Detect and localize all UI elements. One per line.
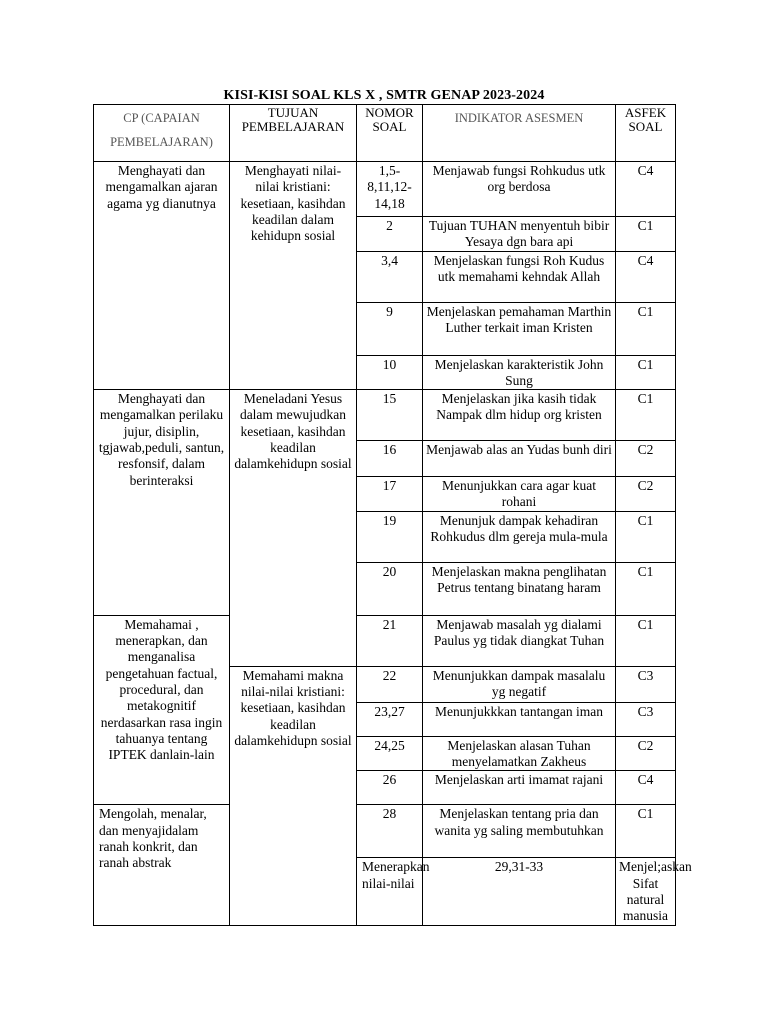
- header-indikator: INDIKATOR ASESMEN: [423, 105, 616, 162]
- tujuan-cell: Menerapkan nilai-nilai: [357, 858, 423, 925]
- indikator-cell: Menunjuk dampak kehadiran Rohkudus dlm gereja mula-mula: [423, 511, 616, 562]
- nomor-cell: 3,4: [357, 251, 423, 302]
- header-cp: CP (CAPAIAN PEMBELAJARAN): [94, 105, 230, 162]
- asfek-cell: C2: [616, 441, 676, 477]
- table-row: [94, 162, 676, 217]
- indikator-cell: Menunjukkan cara agar kuat rohani: [423, 477, 616, 512]
- asfek-cell: C1: [616, 390, 676, 441]
- nomor-cell: 17: [357, 477, 423, 512]
- asfek-cell: C1: [616, 511, 676, 562]
- header-asfek: ASFEK SOAL: [616, 105, 676, 162]
- cp-cell: Mengolah, menalar, dan menyajidalam ranah konkrit, dan ranah abstrak: [94, 805, 230, 925]
- table-row: [94, 805, 676, 858]
- nomor-cell: 21: [357, 615, 423, 666]
- table-row: [94, 615, 676, 666]
- indikator-cell: Menjelaskan karakteristik John Sung: [423, 355, 616, 390]
- indikator-cell: Menjelaskan fungsi Roh Kudus utk memahami kehndak Allah: [423, 251, 616, 302]
- cp-cell: Menghayati dan mengamalkan perilaku jujur, disiplin, tgjawab,peduli, santun, resfonsif, dalam berinteraksi: [94, 390, 230, 616]
- asfek-cell: C1: [616, 217, 676, 252]
- header-nomor: NOMOR SOAL: [357, 105, 423, 162]
- indikator-cell: Menjelaskan makna penglihatan Petrus tentang binatang haram: [423, 562, 616, 615]
- kisi-kisi-table: [93, 104, 692, 926]
- indikator-cell: Menunjukkan dampak masalalu yg negatif: [423, 666, 616, 702]
- cp-cell: Memahamai , menerapkan, dan menganalisa pengetahuan factual, procedural, dan metakognitif nerdasarkan rasa ingin tahuanya tentang IPTEK danlain-lain: [94, 615, 230, 805]
- asfek-cell: C2: [616, 736, 676, 771]
- indikator-cell: Menjawab masalah yg dialami Paulus yg tidak diangkat Tuhan: [423, 615, 616, 666]
- indikator-cell: Menjel;askan Sifat natural manusia: [616, 858, 676, 925]
- asfek-cell: C3: [616, 666, 676, 702]
- table-row: [94, 390, 676, 441]
- indikator-cell: Menjawab fungsi Rohkudus utk org berdosa: [423, 162, 616, 217]
- nomor-cell: 16: [357, 441, 423, 477]
- asfek-cell: C4: [616, 771, 676, 805]
- cp-cell: Menghayati dan mengamalkan ajaran agama yg dianutnya: [94, 162, 230, 390]
- asfek-cell: C4: [616, 251, 676, 302]
- indikator-cell: Tujuan TUHAN menyentuh bibir Yesaya dgn bara api: [423, 217, 616, 252]
- nomor-cell: 10: [357, 355, 423, 390]
- asfek-cell: C4: [616, 162, 676, 217]
- tujuan-cell: Memahami makna nilai-nilai kristiani: kesetiaan, kasihdan keadilan dalamkehidupn sosial: [230, 666, 357, 925]
- nomor-cell: 20: [357, 562, 423, 615]
- nomor-cell: 15: [357, 390, 423, 441]
- nomor-cell: 19: [357, 511, 423, 562]
- tujuan-cell: Menghayati nilai-nilai kristiani: kesetiaan, kasihdan keadilan dalam kehidupn sosial: [230, 162, 357, 390]
- header-tujuan: TUJUAN PEMBELAJARAN: [230, 105, 357, 162]
- asfek-cell: C1: [616, 805, 676, 858]
- indikator-cell: Menjelaskan arti imamat rajani: [423, 771, 616, 805]
- nomor-cell: 22: [357, 666, 423, 702]
- indikator-cell: Menjelaskan tentang pria dan wanita yg saling membutuhkan: [423, 805, 616, 858]
- nomor-cell: 24,25: [357, 736, 423, 771]
- table-header-row: [94, 105, 676, 162]
- asfek-cell: C2: [616, 477, 676, 512]
- document-title: KISI-KISI SOAL KLS X , SMTR GENAP 2023-2024: [223, 88, 545, 103]
- asfek-cell: C1: [616, 302, 676, 355]
- nomor-cell: 1,5-8,11,12-14,18: [357, 162, 423, 217]
- asfek-cell: C1: [616, 562, 676, 615]
- nomor-cell: 28: [357, 805, 423, 858]
- tujuan-cell: Meneladani Yesus dalam mewujudkan kesetiaan, kasihdan keadilan dalamkehidupn sosial: [230, 390, 357, 667]
- asfek-cell: C3: [616, 702, 676, 736]
- indikator-cell: Menjawab alas an Yudas bunh diri: [423, 441, 616, 477]
- nomor-cell: 26: [357, 771, 423, 805]
- nomor-cell: 9: [357, 302, 423, 355]
- asfek-cell: C1: [616, 355, 676, 390]
- indikator-cell: Menjelaskan pemahaman Marthin Luther terkait iman Kristen: [423, 302, 616, 355]
- indikator-cell: Menjelaskan jika kasih tidak Nampak dlm hidup org kristen: [423, 390, 616, 441]
- indikator-cell: Menunjukkkan tantangan iman: [423, 702, 616, 736]
- nomor-cell: 2: [357, 217, 423, 252]
- nomor-cell: 29,31-33: [423, 858, 616, 925]
- asfek-cell: C1: [616, 615, 676, 666]
- nomor-cell: 23,27: [357, 702, 423, 736]
- indikator-cell: Menjelaskan alasan Tuhan menyelamatkan Zakheus: [423, 736, 616, 771]
